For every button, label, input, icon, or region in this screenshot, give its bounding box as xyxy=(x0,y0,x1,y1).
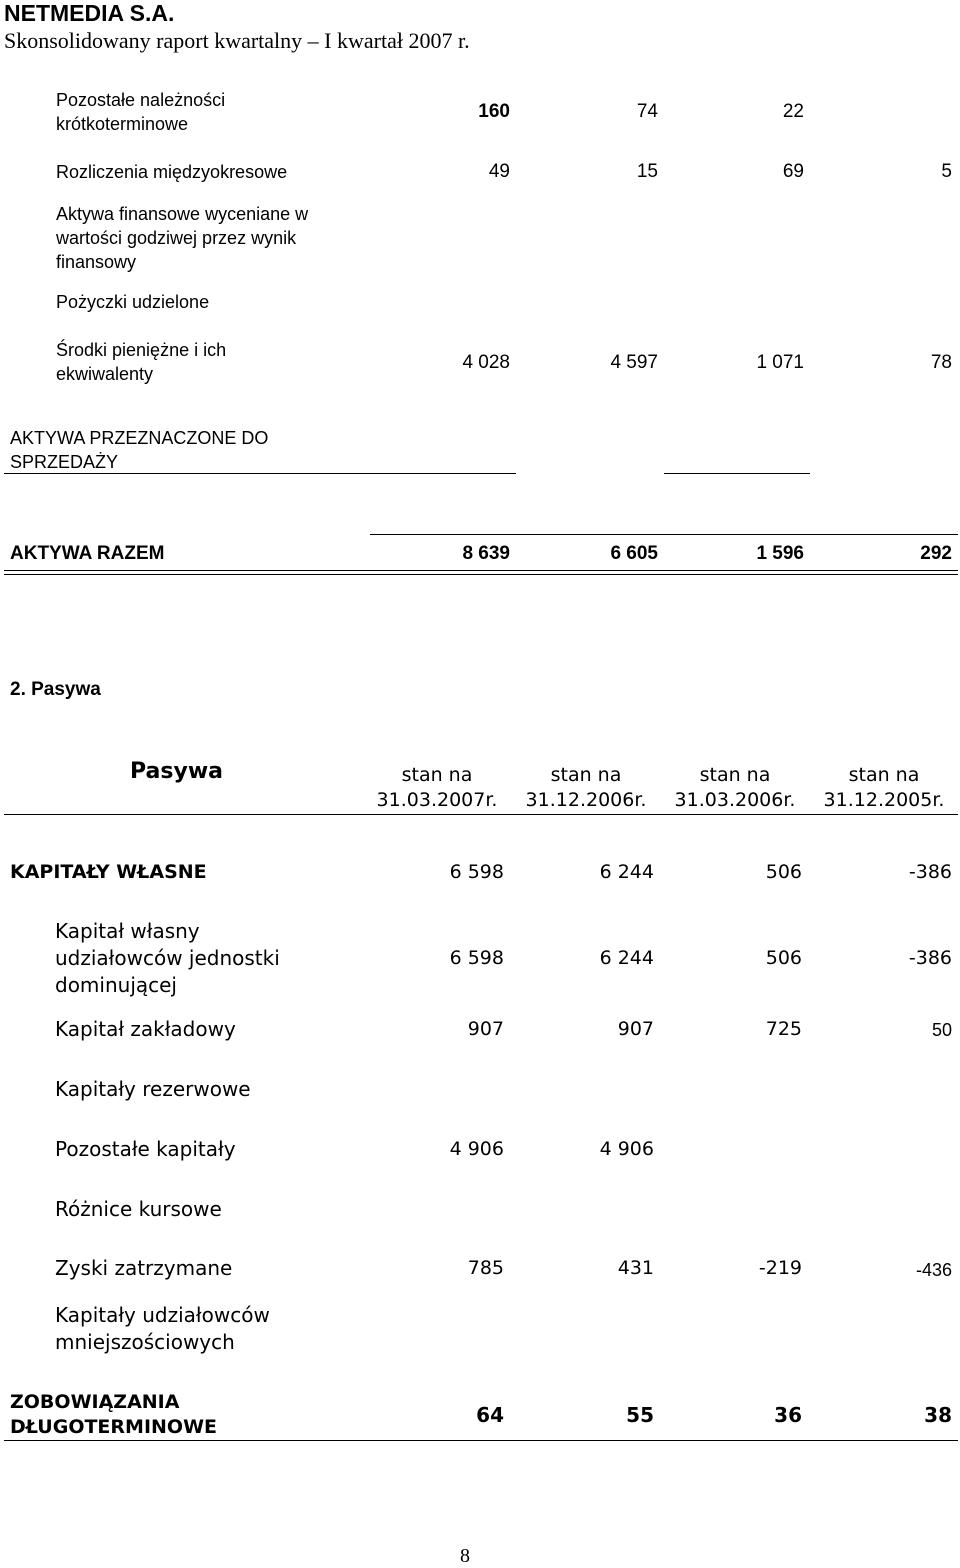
value-cell: 6 244 xyxy=(599,947,654,969)
label-line: Pozostałe należności xyxy=(56,90,226,110)
label-line: finansowy xyxy=(56,252,137,272)
value-cell: 50 xyxy=(931,1020,952,1040)
label-line: udziałowców jednostki xyxy=(55,946,280,970)
column-header-line: stan na xyxy=(699,764,771,786)
row-label-other-receivables xyxy=(56,88,225,136)
value-cell: -436 xyxy=(915,1260,952,1280)
value-cell: 1 071 xyxy=(756,352,804,373)
rule xyxy=(4,473,516,474)
value-cell: 78 xyxy=(930,352,952,373)
section-title: 2. Pasywa xyxy=(10,679,101,700)
row-label-exchange-differences: Różnice kursowe xyxy=(55,1197,222,1221)
value-cell: 22 xyxy=(782,101,804,122)
value-cell: 74 xyxy=(636,101,658,122)
rule xyxy=(664,473,810,474)
row-label-reserve-capital: Kapitały rezerwowe xyxy=(55,1077,251,1101)
page-number: 8 xyxy=(460,1545,470,1567)
value-cell: 292 xyxy=(920,543,952,564)
label-line: Aktywa finansowe wyceniane w xyxy=(56,204,309,224)
column-header xyxy=(370,763,504,813)
label-line: Środki pieniężne i ich xyxy=(56,340,227,360)
value-cell: 160 xyxy=(478,101,510,122)
column-header xyxy=(519,763,653,813)
rule xyxy=(4,814,958,815)
value-cell: -386 xyxy=(908,947,952,969)
value-cell: 6 605 xyxy=(610,543,658,564)
value-cell: 15 xyxy=(636,161,658,182)
value-cell: 36 xyxy=(774,1403,802,1427)
column-header-line: stan na xyxy=(848,764,920,786)
label-line: AKTYWA PRZEZNACZONE DO xyxy=(10,428,269,448)
rule xyxy=(4,570,958,571)
value-cell: 6 598 xyxy=(449,947,504,969)
column-header-line: 31.03.2007r. xyxy=(376,789,498,811)
column-header xyxy=(668,763,802,813)
label-line: DŁUGOTERMINOWE xyxy=(10,1416,218,1438)
total-assets-label: AKTYWA RAZEM xyxy=(10,543,165,564)
rule xyxy=(4,1440,958,1441)
value-cell: 6 598 xyxy=(449,861,504,883)
value-cell: 506 xyxy=(765,947,802,969)
value-cell: 4 597 xyxy=(610,352,658,373)
value-cell: 64 xyxy=(476,1403,504,1427)
value-cell: -219 xyxy=(758,1257,802,1279)
liabilities-heading: Pasywa xyxy=(130,759,223,784)
value-cell: 6 244 xyxy=(599,861,654,883)
value-cell: 725 xyxy=(765,1018,802,1040)
value-cell: 1 596 xyxy=(756,543,804,564)
value-cell: 4 906 xyxy=(599,1138,654,1160)
label-line: dominującej xyxy=(55,973,177,997)
value-cell: 431 xyxy=(617,1257,654,1279)
row-label-loans: Pożyczki udzielone xyxy=(56,292,210,312)
equity-label: KAPITAŁY WŁASNE xyxy=(10,861,207,883)
value-cell: 8 639 xyxy=(462,543,510,564)
row-label-cash xyxy=(56,338,226,386)
label-line: Kapitał własny xyxy=(55,919,200,943)
value-cell: 49 xyxy=(488,161,510,182)
value-cell: 4 906 xyxy=(449,1138,504,1160)
column-header-line: stan na xyxy=(550,764,622,786)
row-label-retained-earnings: Zyski zatrzymane xyxy=(55,1256,233,1280)
row-label-accruals: Rozliczenia międzyokresowe xyxy=(56,162,288,182)
value-cell: 907 xyxy=(467,1018,504,1040)
column-header xyxy=(817,763,951,813)
report-subtitle: Skonsolidowany raport kwartalny – I kwartał 2007 r. xyxy=(4,28,470,53)
value-cell: 55 xyxy=(626,1403,654,1427)
long-term-liabilities-label xyxy=(10,1390,217,1440)
row-label-minority-interests xyxy=(55,1302,270,1356)
column-header-line: 31.12.2005r. xyxy=(823,789,945,811)
value-cell: 4 028 xyxy=(462,352,510,373)
label-line: ekwiwalenty xyxy=(56,364,154,384)
value-cell: 69 xyxy=(782,161,804,182)
column-header-line: 31.12.2006r. xyxy=(525,789,647,811)
value-cell: -386 xyxy=(908,861,952,883)
value-cell: 907 xyxy=(617,1018,654,1040)
label-line: wartości godziwej przez wynik xyxy=(56,228,297,248)
row-label-parent-equity xyxy=(55,918,280,999)
value-cell: 5 xyxy=(941,161,952,182)
rule xyxy=(370,534,958,535)
column-header-line: 31.03.2006r. xyxy=(674,789,796,811)
label-line: krótkoterminowe xyxy=(56,114,189,134)
rule xyxy=(4,574,958,575)
company-name: NETMEDIA S.A. xyxy=(4,0,175,26)
label-line: Kapitały udziałowców xyxy=(55,1303,270,1327)
row-label-held-for-sale xyxy=(10,426,268,474)
column-header-line: stan na xyxy=(401,764,473,786)
label-line: SPRZEDAŻY xyxy=(10,452,119,472)
row-label-share-capital: Kapitał zakładowy xyxy=(55,1017,236,1041)
label-line: mniejszościowych xyxy=(55,1330,235,1354)
row-label-financial-assets xyxy=(56,202,308,274)
label-line: ZOBOWIĄZANIA xyxy=(10,1391,180,1413)
value-cell: 785 xyxy=(467,1257,504,1279)
row-label-other-capital: Pozostałe kapitały xyxy=(55,1137,236,1161)
value-cell: 506 xyxy=(765,861,802,883)
value-cell: 38 xyxy=(924,1403,952,1427)
